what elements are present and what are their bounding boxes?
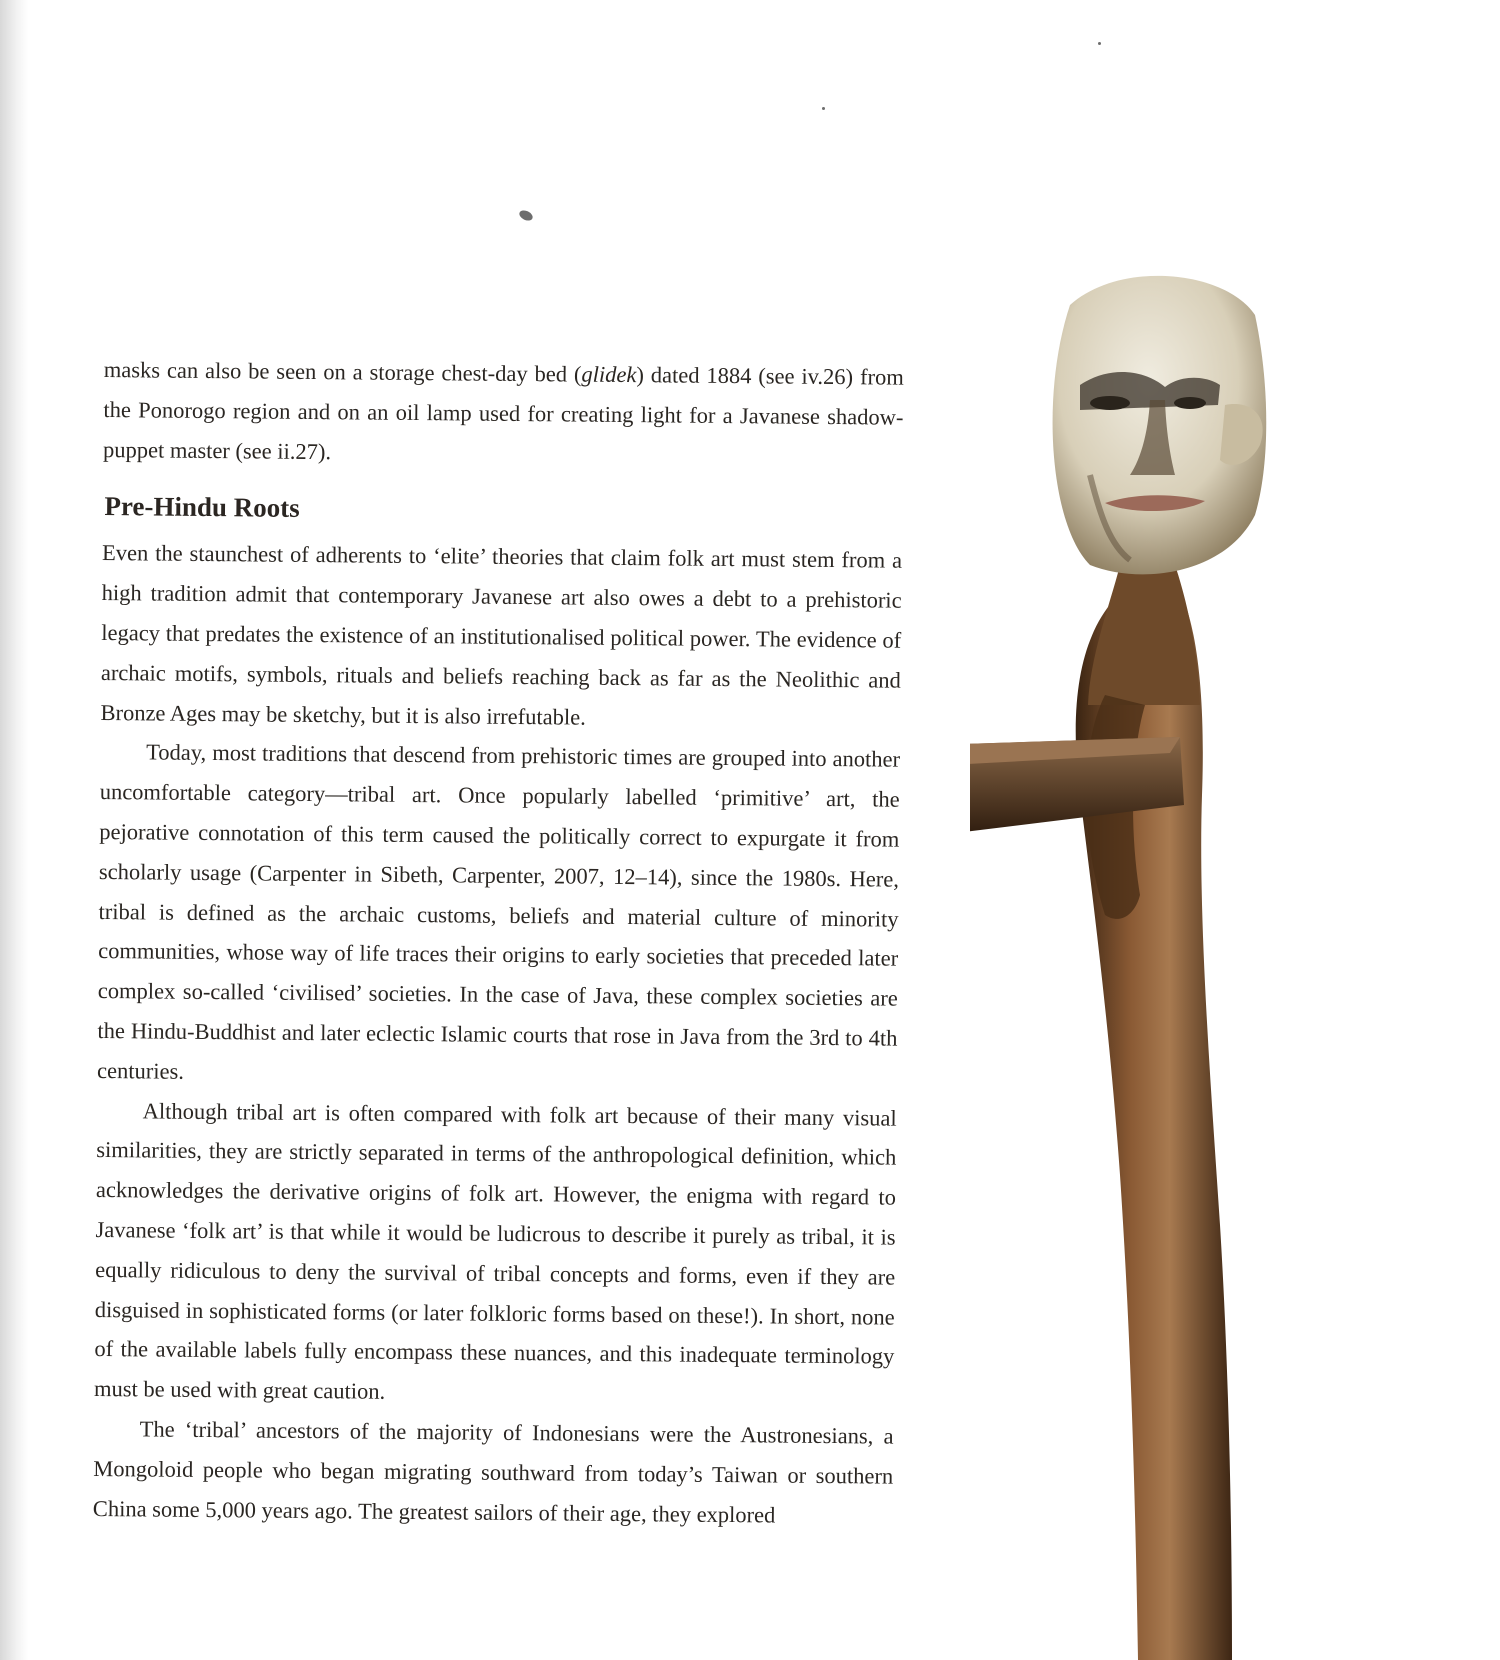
paragraph-tribal-art: Today, most traditions that descend from prehistoric times are grouped into another uncomfortable category—tribal art. Once popularly labelled ‘primitive’ art, the pejorative connotation of this term caused the politically correct to expurgate it from scholarly usage (Carpenter in Sibeth, Carpenter, 2007, 12–14), since the 1980s. Here, tribal is defined as the archaic customs, beliefs and material culture of minority communities, whose way of life traces their origins to early societies that preceded later complex so-called ‘civilised’ societies. In the case of Java, these complex societies are the Hindu-Buddhist and later eclectic Islamic courts that rose in Java from the 3rd to 4th centuries. bbox=[96, 739, 901, 1084]
glidek-term: glidek bbox=[581, 361, 637, 388]
body-text-column bbox=[93, 350, 904, 1536]
page-gutter-shadow bbox=[0, 0, 28, 1660]
opening-paragraph bbox=[103, 350, 904, 477]
print-speck bbox=[822, 107, 825, 110]
figure-neck bbox=[1088, 565, 1200, 705]
print-speck bbox=[518, 208, 534, 222]
carved-figure-illustration bbox=[970, 275, 1290, 1660]
paragraph-folk-vs-tribal: Although tribal art is often compared with folk art because of their many visual similarities, they are strictly separated in terms of the anthropological definition, which acknowledges the derivative origins of folk art. However, the enigma with regard to Javanese ‘folk art’ is that while it would be ludicrous to describe it purely as tribal, it is equally ridiculous to deny the survival of tribal concepts and forms, even if they are disguised in sophisticated forms (or later folkloric forms based on these!). In short, none of the available labels fully encompass these nuances, and this inadequate terminology must be used with great caution. bbox=[93, 1097, 897, 1404]
carved-wooden-figure-photo bbox=[970, 275, 1290, 1660]
opening-text: masks can also be seen on a storage chest-day bed ( bbox=[103, 356, 582, 387]
paragraph-elite-theories: Even the staunchest of adherents to ‘elite’ theories that claim folk art must stem from a high tradition admit that contemporary Javanese art also owes a debt to a prehistoric legacy that predates the existence of an institutionalised political power. The evidence of archaic motifs, symbols, rituals and beliefs reaching back as far as the Neolithic and Bronze Ages may be sketchy, but it is also irrefutable. bbox=[100, 540, 903, 730]
paragraph-austronesians: The ‘tribal’ ancestors of the majority of Indonesians were the Austronesians, a Mongoloid people who began migrating southward from today’s Taiwan or southern China some 5,000 years ago. The greatest sailors of their age, they explored bbox=[92, 1416, 894, 1528]
print-speck bbox=[1098, 42, 1101, 45]
opening-text-rest: ) dated 1884 (see iv.26) from the Ponorogo region and on an oil lamp used for creating light for a Javanese shadow-puppet master (see ii.27). bbox=[102, 362, 904, 464]
section-heading: Pre-Hindu Roots bbox=[104, 491, 300, 524]
